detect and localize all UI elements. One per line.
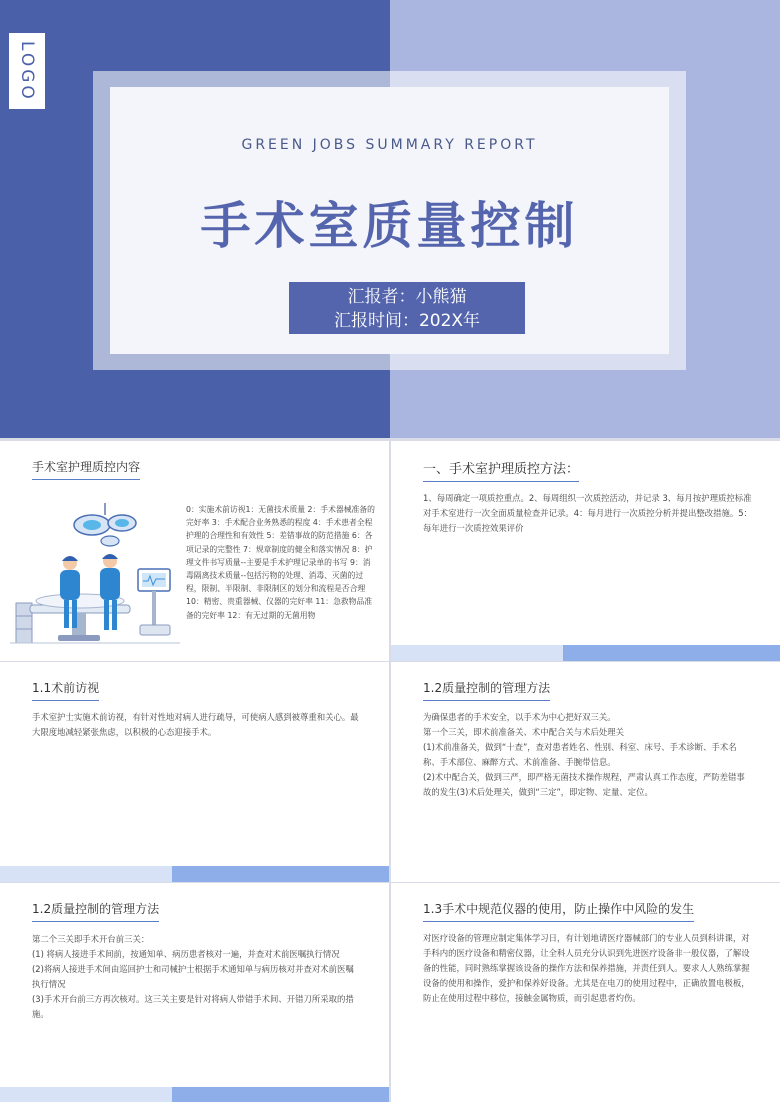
- footer-bar-light: [0, 866, 172, 882]
- slide-heading: 1.3手术中规范仪器的使用，防止操作中风险的发生: [423, 900, 694, 922]
- body-line: 为确保患者的手术安全，以手术为中心把好双三关。: [423, 712, 616, 722]
- slide-preop-visit: [0, 662, 389, 882]
- body-line: (1)术前准备关，做到“十查”，查对患者姓名、性别、科室、床号、手术诊断、手术名称、手术部位、麻醉方式、术前准备、手腕带信息。: [423, 742, 737, 767]
- footer-bar-accent: [563, 645, 780, 661]
- slide-management-method-2: [0, 883, 389, 1102]
- operating-room-illustration-icon: [10, 503, 180, 653]
- slide-quality-methods: [391, 441, 780, 661]
- slide-body: 手术室护士实施术前访视，有针对性地对病人进行疏导，可使病人感到被尊重和关心。最大限度地减轻紧张焦虑，以积极的心态迎接手术。: [32, 712, 359, 737]
- body-line: (3)手术开台前三方再次核对。这三关主要是针对将病人带错手术间、开错刀所采取的措施。: [32, 994, 354, 1019]
- slide-body: 0：实施术前访视1：无菌技术质量 2：手术器械准备的完好率 3：手术配合业务熟悉的程度 4：手术患者全程护理的合理性和有效性 5：差错事故的防范措施 6：各项记录的完整性 7：规章制度的健全和落实情况 8：护理文件书写质量--主要是手术护理记录单的书写 9：消毒隔离技术质量--包括污物的处理、消毒、灭菌的过程，限制、半限制、非限制区的划分和流程是否合理 10：精密、贵重器械、仪器的完好率 11：急救物品准备的完好率 12：有无过期的无菌用物: [186, 505, 375, 620]
- footer-bar-light: [391, 645, 563, 661]
- cover-subtitle: GREEN JOBS SUMMARY REPORT: [241, 137, 538, 153]
- logo-box: [9, 33, 45, 109]
- body-line: 第二个三关即手术开台前三关：: [32, 934, 150, 944]
- slide-heading: 一、手术室护理质控方法：: [423, 458, 579, 482]
- slide-body: 1、每周确定一项质控重点。2、每周组织一次质控活动，并记录 3、每月按护理质控标准对手术室进行一次全面质量检查并记录。4：每月进行一次质控分析并提出整改措施。5：每年进行一次质控效果评价: [423, 493, 752, 533]
- logo-text: LOGO: [17, 40, 37, 102]
- body-line: (2)将病人接进手术间由巡回护士和司械护士根据手术通知单与病历核对并查对术前医嘱执行情况: [32, 964, 354, 989]
- cover-slide: [0, 0, 780, 438]
- slide-instrument-usage: [391, 883, 780, 1102]
- body-line: (1) 将病人接进手术间前，按通知单、病历患者核对一遍，并查对术前医嘱执行情况: [32, 949, 340, 959]
- footer-bar-accent: [172, 1087, 389, 1102]
- footer-bar-accent: [172, 866, 389, 882]
- report-time: 汇报时间：202X年: [333, 311, 481, 331]
- reporter-box: [289, 282, 525, 334]
- slide-management-method-1: [391, 662, 780, 882]
- slide-heading: 1.2质量控制的管理方法: [423, 679, 550, 701]
- body-line: 第一个三关，即术前准备关、术中配合关与术后处理关: [423, 727, 624, 737]
- slide-quality-content: [0, 441, 389, 661]
- slide-body: 对医疗设备的管理应制定集体学习日，有计划地请医疗器械部门的专业人员到科讲课，对手科内的医疗设备和精密仪器，让全科人员充分认识到先进医疗设备非一般仪器，了解设备的性能，同时熟练掌握该设备的操作方法和保养措施，并责任到人。要求人人熟练掌握设备的使用和操作，爱护和保养好设备。尤其是在电刀的使用过程中，正确放置电极板，防止在使用过程中移位，接触金属物质，而引起患者灼伤。: [423, 933, 750, 1003]
- footer-bar-light: [0, 1087, 172, 1102]
- reporter-name: 汇报者：小熊猫: [347, 287, 467, 307]
- cover-title: 手术室质量控制: [200, 197, 579, 255]
- slide-heading: 手术室护理质控内容: [32, 458, 140, 480]
- slide-body: [32, 932, 362, 1022]
- body-line: (2)术中配合关，做到三严，即严格无菌技术操作规程，严肃认真工作态度，严防差错事故的发生(3)术后处理关，做到“三定”，即定物、定量、定位。: [423, 772, 745, 797]
- slide-body: [423, 710, 753, 800]
- slide-heading: 1.1术前访视: [32, 679, 99, 701]
- slide-heading: 1.2质量控制的管理方法: [32, 900, 159, 922]
